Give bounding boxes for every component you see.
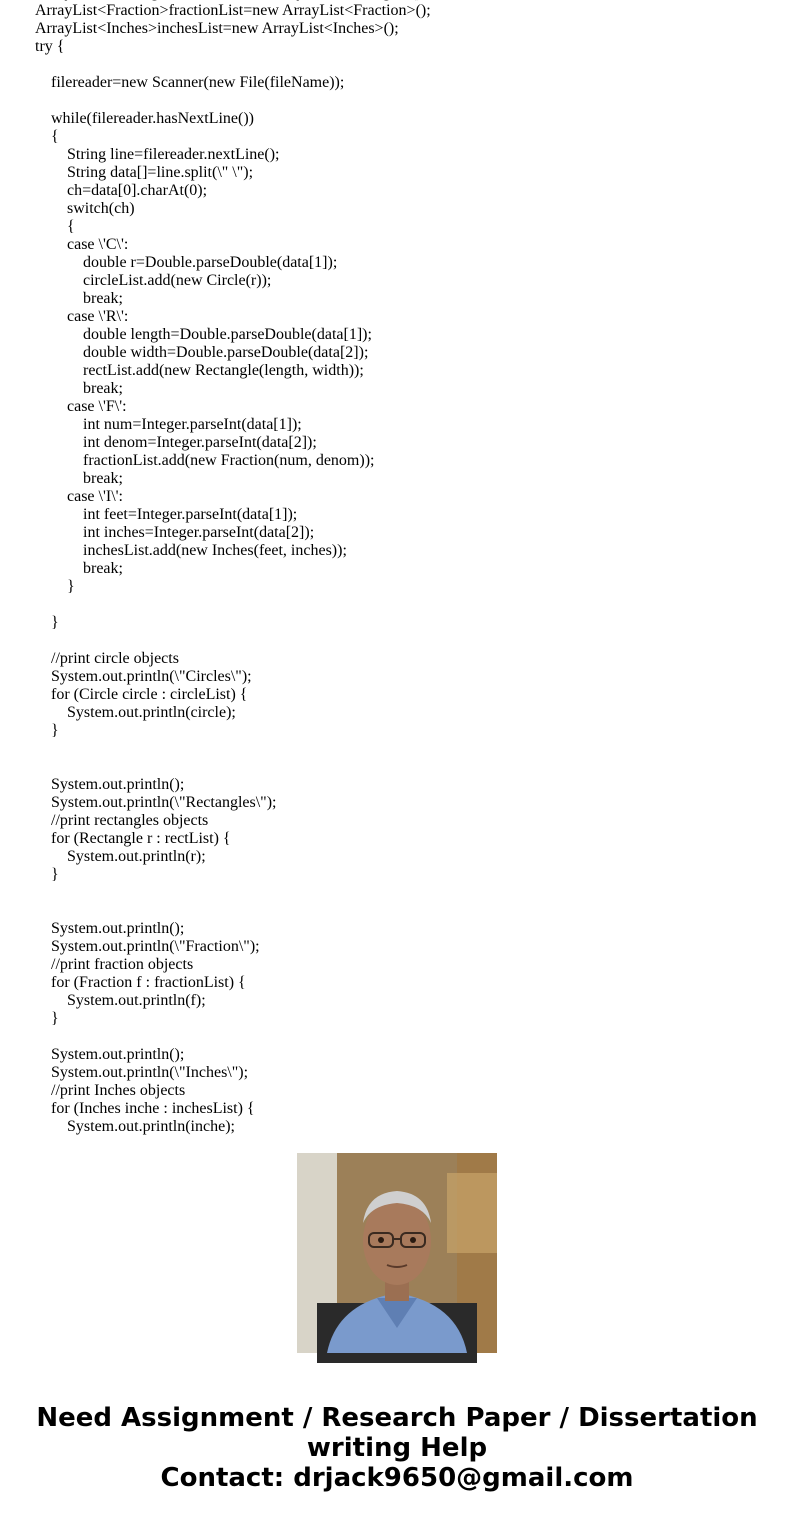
code-line: ArrayList<Fraction>fractionList=new ArrayList<Fraction>(); <box>35 2 431 19</box>
code-line: inchesList.add(new Inches(feet, inches)); <box>83 542 347 559</box>
contact-line-1: Need Assignment / Research Paper / Dissertation <box>36 1403 758 1433</box>
code-line: } <box>51 1010 59 1027</box>
code-line: System.out.println(); <box>51 776 185 793</box>
code-line: int num=Integer.parseInt(data[1]); <box>83 416 302 433</box>
code-line: int denom=Integer.parseInt(data[2]); <box>83 434 317 451</box>
code-line: break; <box>83 560 123 577</box>
code-line: case \'F\': <box>67 398 127 415</box>
code-line: System.out.println(r); <box>67 848 206 865</box>
code-line: System.out.println(); <box>51 920 185 937</box>
code-line: } <box>67 578 75 595</box>
code-line: for (Rectangle r : rectList) { <box>51 830 231 847</box>
code-line: filereader=new Scanner(new File(fileName)); <box>51 74 345 91</box>
code-line: } <box>51 614 59 631</box>
code-line: break; <box>83 290 123 307</box>
code-line: for (Fraction f : fractionList) { <box>51 974 246 991</box>
code-line: String line=filereader.nextLine(); <box>67 146 280 163</box>
code-line: //print Inches objects <box>51 1082 186 1099</box>
code-line: case \'R\': <box>67 308 129 325</box>
code-line: //print rectangles objects <box>51 812 209 829</box>
code-line: } <box>51 866 59 883</box>
code-line: System.out.println(\"Rectangles\"); <box>51 794 277 811</box>
code-line: double width=Double.parseDouble(data[2]); <box>83 344 369 361</box>
contact-line-3: Contact: drjack9650@gmail.com <box>160 1463 634 1493</box>
code-line: //print circle objects <box>51 650 179 667</box>
code-line: int feet=Integer.parseInt(data[1]); <box>83 506 298 523</box>
code-line: try { <box>35 38 65 55</box>
code-line: System.out.println(inche); <box>67 1118 235 1135</box>
code-line: } <box>51 722 59 739</box>
code-line: System.out.println(circle); <box>67 704 236 721</box>
code-line: System.out.println(\"Fraction\"); <box>51 938 260 955</box>
code-line: while(filereader.hasNextLine()) <box>51 110 255 127</box>
code-line: ArrayList<Inches>inchesList=new ArrayList<Inches>(); <box>35 20 399 37</box>
code-line: System.out.println(); <box>51 1046 185 1063</box>
person-portrait-icon <box>297 1153 497 1353</box>
code-line: for (Inches inche : inchesList) { <box>51 1100 255 1117</box>
code-line: { <box>51 128 59 145</box>
code-line: ch=data[0].charAt(0); <box>67 182 208 199</box>
code-line: case \'C\': <box>67 236 129 253</box>
code-line: break; <box>83 380 123 397</box>
contact-line-2: writing Help <box>306 1433 488 1463</box>
code-line: { <box>67 218 75 235</box>
code-line: switch(ch) <box>67 200 135 217</box>
code-line: fractionList.add(new Fraction(num, denom)); <box>83 452 375 469</box>
contact-banner <box>0 1403 794 1493</box>
code-line: int inches=Integer.parseInt(data[2]); <box>83 524 315 541</box>
code-line: //print fraction objects <box>51 956 194 973</box>
code-line: System.out.println(f); <box>67 992 206 1009</box>
code-line: double r=Double.parseDouble(data[1]); <box>83 254 338 271</box>
code-line: System.out.println(\"Inches\"); <box>51 1064 249 1081</box>
code-line: String data[]=line.split(\" \"); <box>67 164 254 181</box>
code-line: System.out.println(\"Circles\"); <box>51 668 252 685</box>
code-line: double length=Double.parseDouble(data[1]); <box>83 326 372 343</box>
code-line: circleList.add(new Circle(r)); <box>83 272 272 289</box>
code-line: for (Circle circle : circleList) { <box>51 686 248 703</box>
code-line: case \'I\': <box>67 488 123 505</box>
author-photo <box>297 1153 497 1353</box>
code-line: rectList.add(new Rectangle(length, width)); <box>83 362 364 379</box>
code-line: break; <box>83 470 123 487</box>
